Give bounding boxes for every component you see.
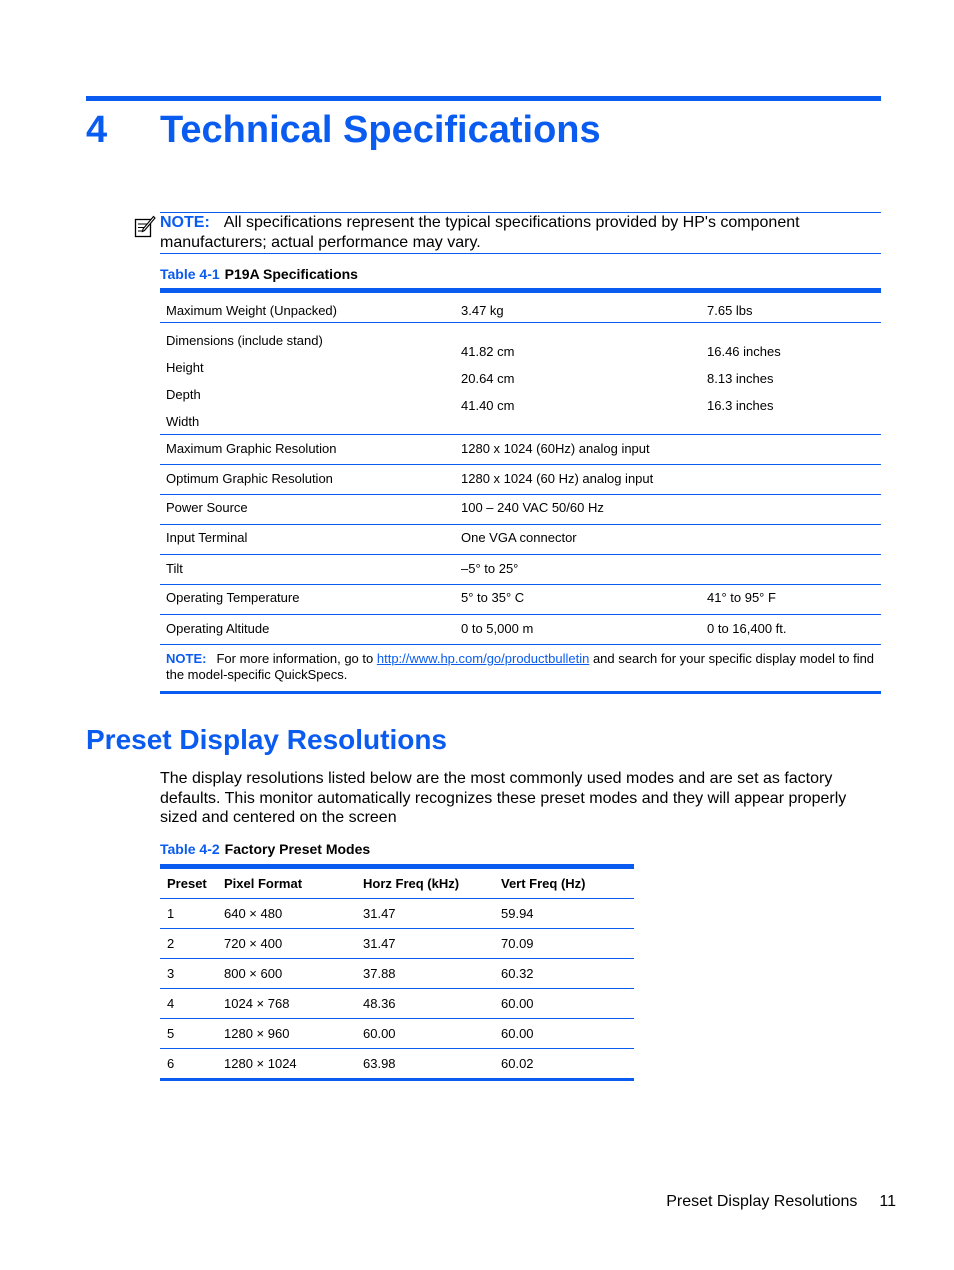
- row-value: –5° to 25°: [461, 561, 519, 576]
- spec-table: [160, 288, 881, 694]
- table-header-row: [160, 869, 634, 899]
- row-value: 100 – 240 VAC 50/60 Hz: [461, 500, 604, 515]
- row-label: Optimum Graphic Resolution: [166, 471, 333, 486]
- cell-pixel-format: 1280 × 1024: [224, 1056, 297, 1071]
- table2-caption-title: Factory Preset Modes: [224, 841, 371, 857]
- row-label: Operating Altitude: [166, 621, 270, 636]
- row-label: Operating Temperature: [166, 590, 300, 605]
- row-label: Input Terminal: [166, 530, 248, 545]
- header-horz-freq: Horz Freq (kHz): [363, 876, 460, 891]
- header-pixel-format: Pixel Format: [224, 876, 303, 891]
- row-value: One VGA connector: [461, 530, 577, 545]
- table-row: [160, 293, 881, 323]
- table1-caption-title: P19A Specifications: [224, 266, 358, 282]
- cell-horz-freq: 37.88: [363, 966, 396, 981]
- width-metric: 41.40 cm: [461, 398, 515, 413]
- row-imperial: 7.65 lbs: [707, 303, 753, 318]
- table1-note-after: and search for your specific display model to find the model-specific QuickSpecs.: [166, 651, 875, 682]
- cell-horz-freq: 63.98: [363, 1056, 396, 1071]
- row-label: Maximum Graphic Resolution: [166, 441, 337, 456]
- cell-vert-freq: 70.09: [501, 936, 534, 951]
- row-metric: 5° to 35° C: [461, 590, 525, 605]
- cell-vert-freq: 60.32: [501, 966, 534, 981]
- cell-preset: 5: [167, 1026, 175, 1041]
- width-label: Width: [166, 414, 200, 429]
- page-footer: [666, 1192, 896, 1212]
- page-number: 11: [879, 1193, 896, 1210]
- table-row: [160, 1049, 634, 1078]
- table-row: [160, 465, 881, 495]
- height-label: Height: [166, 360, 204, 375]
- table-row: [160, 989, 634, 1019]
- section-title: Preset Display Resolutions: [86, 724, 448, 755]
- table1-caption-number: Table 4-1: [160, 266, 220, 282]
- chapter-number: 4: [86, 109, 108, 151]
- cell-pixel-format: 640 × 480: [224, 906, 283, 921]
- cell-preset: 3: [167, 966, 175, 981]
- table-row: [160, 435, 881, 465]
- section-paragraph: The display resolutions listed below are the most commonly used modes and are set as factory defaults. This monitor automatically recognizes these preset modes and they will appear properly sized and centered on the screen: [160, 770, 847, 826]
- table-row: [160, 1019, 634, 1049]
- row-imperial: 0 to 16,400 ft.: [707, 621, 787, 636]
- height-imperial: 16.46 inches: [707, 344, 781, 359]
- table-row: [160, 585, 881, 615]
- chapter-rule: [86, 96, 881, 101]
- note-label: NOTE:: [160, 214, 210, 231]
- row-label: Maximum Weight (Unpacked): [166, 303, 337, 318]
- table2-caption-number: Table 4-2: [160, 841, 220, 857]
- footer-section: Preset Display Resolutions: [666, 1193, 858, 1210]
- height-metric: 41.82 cm: [461, 344, 515, 359]
- cell-horz-freq: 48.36: [363, 996, 396, 1011]
- cell-vert-freq: 60.02: [501, 1056, 534, 1071]
- cell-preset: 1: [167, 906, 175, 921]
- row-value: 1280 x 1024 (60Hz) analog input: [461, 441, 650, 456]
- preset-table: [160, 864, 634, 1081]
- cell-vert-freq: 60.00: [501, 996, 534, 1011]
- cell-horz-freq: 31.47: [363, 936, 396, 951]
- cell-vert-freq: 59.94: [501, 906, 534, 921]
- header-preset: Preset: [167, 876, 207, 891]
- table1-note-before: For more information, go to: [216, 651, 374, 666]
- table-row: [160, 615, 881, 645]
- table-row: [160, 495, 881, 525]
- cell-pixel-format: 1024 × 768: [224, 996, 290, 1011]
- table1-note: [160, 645, 881, 691]
- table-row: [160, 899, 634, 929]
- productbulletin-link[interactable]: http://www.hp.com/go/productbulletin: [376, 651, 590, 666]
- cell-horz-freq: 60.00: [363, 1026, 396, 1041]
- table1-note-label: NOTE:: [166, 651, 207, 666]
- header-vert-freq: Vert Freq (Hz): [501, 876, 586, 891]
- row-imperial: 41° to 95° F: [707, 590, 776, 605]
- table2-caption: [160, 840, 370, 858]
- depth-label: Depth: [166, 387, 201, 402]
- cell-preset: 4: [167, 996, 175, 1011]
- cell-horz-freq: 31.47: [363, 906, 396, 921]
- depth-imperial: 8.13 inches: [707, 371, 774, 386]
- row-metric: 3.47 kg: [461, 303, 504, 318]
- row-metric: 0 to 5,000 m: [461, 621, 534, 636]
- cell-pixel-format: 1280 × 960: [224, 1026, 290, 1041]
- table-row: [160, 929, 634, 959]
- row-label: Tilt: [166, 561, 183, 576]
- chapter-title: Technical Specifications: [160, 109, 601, 151]
- note-body: All specifications represent the typical specifications provided by HP's component manufacturers; actual performance may vary.: [160, 214, 800, 251]
- row-value: 1280 x 1024 (60 Hz) analog input: [461, 471, 654, 486]
- table-row: [160, 959, 634, 989]
- note-icon: [134, 214, 156, 238]
- row-label: Dimensions (include stand): [166, 333, 323, 348]
- row-label: Power Source: [166, 500, 248, 515]
- table1-caption: [160, 265, 358, 283]
- width-imperial: 16.3 inches: [707, 398, 774, 413]
- cell-pixel-format: 720 × 400: [224, 936, 283, 951]
- depth-metric: 20.64 cm: [461, 371, 515, 386]
- table-row: [160, 525, 881, 555]
- cell-preset: 2: [167, 936, 175, 951]
- cell-vert-freq: 60.00: [501, 1026, 534, 1041]
- cell-preset: 6: [167, 1056, 175, 1071]
- table-row: [160, 323, 881, 435]
- note-text: [160, 213, 860, 252]
- table-row: [160, 555, 881, 585]
- cell-pixel-format: 800 × 600: [224, 966, 283, 981]
